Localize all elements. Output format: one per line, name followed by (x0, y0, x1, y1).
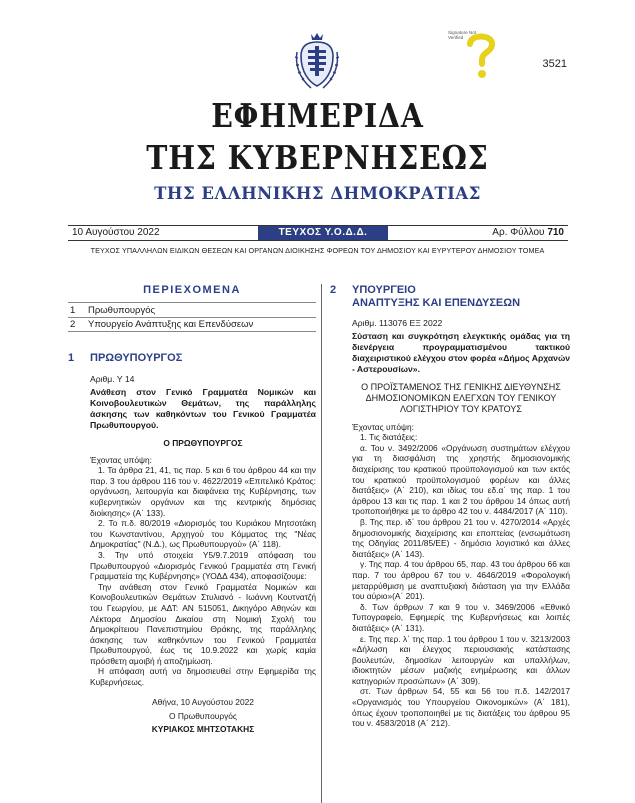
issue-date: 10 Αυγούστου 2022 (72, 227, 160, 238)
signature-status (448, 30, 508, 41)
paragraph: 2. Το π.δ. 80/2019 «Διορισμός του Κυριάκου Μητσοτάκη του Κωνσταντίνου, Αρχηγού του Κόμματος της "Νέας Δημοκρατίας" (Ν.Δ.), ως Πρωθυπουργού» (Α΄ 118). (90, 518, 316, 550)
signature-status-line: Signature Not (448, 30, 477, 35)
decision-authority: Ο ΠΡΩΘΥΠΟΥΡΓΟΣ (163, 438, 243, 448)
series-description: ΤΕΥΧΟΣ ΥΠΑΛΛΗΛΩΝ ΕΙΔΙΚΩΝ ΘΕΣΕΩΝ ΚΑΙ ΟΡΓΑΝΩΝ ΔΙΟΙΚΗΣΗΣ ΦΟΡΕΩΝ ΤΟΥ ΔΗΜΟΣΙΟΥ ΚΑΙ ΕΥΡΥΤΕΡΟΥ ΔΗΜΟΣΙΟΥ ΤΟΜΕΑ (90, 246, 545, 255)
sheet-value: 710 (547, 227, 564, 238)
signatory-name: ΚΥΡΙΑΚΟΣ ΜΗΤΣΟΤΑΚΗΣ (151, 723, 255, 734)
place-date: Αθήνα, 10 Αυγούστου 2022 (152, 696, 254, 707)
decision-body (330, 318, 570, 729)
toc-item-number: 1 (70, 304, 76, 316)
signatory-title: Ο Πρωθυπουργός (169, 711, 237, 722)
table-of-contents (68, 302, 316, 332)
page-number: 3521 (542, 58, 567, 70)
decision-ref: Αριθμ. Υ 14 (90, 374, 135, 384)
paragraph: ε. Της περ. λ΄ της παρ. 1 του άρθρου 1 του ν. 3213/2003 «Δήλωση και έλεγχος περιουσιακής κατάστασης βουλευτών, δημοσίων λειτουργών και υπαλλήλων, ιδιοκτητών μέσων μαζικής ενημέρωσης και άλλων κατηγοριών προσώπων» (Α΄ 309). (352, 633, 570, 686)
sheet-number (492, 227, 564, 238)
paragraph: Την ανάθεση στον Γενικό Γραμματέα Νομικών και Κοινοβουλευτικών Θεμάτων Στυλιανό - Ιωάννη Κουτνατζή του Γεωργίου, με ΑΔΤ: ΑΝ 515051, Δικηγόρο Αθηνών και Λέκτορα Δημοσίου Δικαίου στη Νομική Σχολή του Δημοκρίτειου Πανεπιστημίου Θράκης, της παράλληλης άσκησης των καθηκόντων του Γενικού Γραμματέα Πρωθυπουργού, έως τις 10.9.2022 και χωρίς καμία πρόσθετη αμοιβή ή αποζημίωση. (90, 581, 316, 666)
decision-subject: Σύσταση και συγκρότηση ελεγκτικής ομάδας για τη διενέργεια προγραμματισμένου τακτικού διαχειριστικού ελέγχου στον φορέα «Δήμος Αρχανών - Αστερουσίων». (352, 331, 570, 374)
right-column (330, 284, 570, 729)
greek-emblem-icon (291, 28, 343, 92)
left-column (68, 284, 316, 734)
toc-item[interactable] (68, 302, 316, 317)
paragraph: 1. Τα άρθρα 21, 41, τις παρ. 5 και 6 του άρθρου 44 και την παρ. 3 του άρθρου 116 του ν. 4622/2019 «Επιτελικό Κράτος: οργάνωση, λειτουργία και διαφάνεια της Κυβέρνησης, των κυβερνητικών οργάνων και της κεντρικής δημόσιας διοίκησης» (Α΄ 133). (90, 465, 316, 518)
paragraph: α. Του ν. 3492/2006 «Οργάνωση συστημάτων ελέγχου για τη διασφάλιση της χρηστής δημοσιονομικής διαχείρισης του κρατικού προϋπολογισμού και των εκτός του κρατικού προϋπολογισμού φορέων και άλλες διατάξεις» (Α΄ 210), και ιδίως του εδ.α΄ της παρ. 1 του άρθρου 13 και τις παρ. 1 και 2 του άρθρου 14 όπως αυτή τροποποιήθηκε με το άρθρο 42 του ν. 4484/2017 (Α΄ 110). (352, 442, 570, 517)
section-heading (330, 284, 570, 310)
paragraph: 1. Τις διατάξεις: (360, 432, 418, 443)
column-divider (321, 284, 322, 803)
decision-ref: Αριθμ. 113076 ΕΞ 2022 (352, 318, 443, 328)
section-title: ΠΡΩΘΥΠΟΥΡΓΟΣ (90, 352, 183, 364)
decision-subject: Ανάθεση στον Γενικό Γραμματέα Νομικών και Κοινοβουλευτικών Θεμάτων, της παράλληλης άσκησης των καθηκόντων του Γενικού Γραμματέα Πρωθυπουργού. (90, 387, 316, 430)
toc-title: ΠΕΡΙΕΧΟΜΕΝΑ (143, 284, 241, 296)
having-regard: Έχοντας υπόψη: (90, 454, 152, 465)
decision-authority: Ο ΠΡΟΪΣΤΑΜΕΝΟΣ ΤΗΣ ΓΕΝΙΚΗΣ ΔΙΕΥΘΥΝΣΗΣ ΔΗΜΟΣΙΟΝΟΜΙΚΩΝ ΕΛΕΓΧΩΝ ΤΟΥ ΓΕΝΙΚΟΥ ΛΟΓΙΣΤΗΡΙΟΥ ΤΟΥ ΚΡΑΤΟΥΣ (361, 381, 561, 414)
toc-item[interactable] (68, 317, 316, 332)
signature-status-line: Verified (448, 35, 464, 41)
toc-item-label: Υπουργείο Ανάπτυξης και Επενδύσεων (88, 319, 254, 330)
toc-item-number: 2 (70, 319, 76, 330)
toc-item-label: Πρωθυπουργός (88, 304, 156, 316)
issue-bar (68, 225, 568, 241)
section-heading (68, 352, 316, 365)
paragraph: γ. Της παρ. 4 του άρθρου 65, παρ. 43 του άρθρου 66 και παρ. 7 του άρθρου 67 του ν. 4646/2019 «Φορολογική μεταρρύθμιση με αναπτυξιακή διάσταση για την Ελλάδα του αύριο»(Α΄ 201). (352, 559, 570, 602)
issue-series-badge: ΤΕΥΧΟΣ Υ.Ο.Δ.Δ. (258, 226, 388, 240)
masthead-title: ΕΦΗΜΕΡΙΔΑ (211, 96, 424, 135)
having-regard: Έχοντας υπόψη: (352, 421, 414, 432)
masthead-republic: ΤΗΣ ΕΛΛΗΝΙΚΗΣ ΔΗΜΟΚΡΑΤΙΑΣ (154, 184, 481, 203)
paragraph: 3. Την υπό στοιχεία Υ5/9.7.2019 απόφαση του Πρωθυπουργού «Διορισμός Γενικού Γραμματέα στη Γενική Γραμματεία της Κυβέρνησης» (ΥΟΔΔ 434), αποφασίζουμε: (90, 549, 316, 582)
section-number: 2 (330, 284, 337, 296)
sheet-label: Αρ. Φύλλου (492, 227, 545, 238)
paragraph: δ. Των άρθρων 7 και 9 του ν. 3469/2006 «Εθνικό Τυπογραφείο, Εφημερίς της Κυβερνήσεως και λοιπές διατάξεις» (Α΄ 131). (352, 601, 570, 633)
section-title-line: ΥΠΟΥΡΓΕΙΟ (352, 284, 416, 296)
decision-body (68, 374, 316, 734)
paragraph: Η απόφαση αυτή να δημοσιευθεί στην Εφημερίδα της Κυβερνήσεως. (90, 666, 316, 688)
section-title (352, 284, 570, 310)
paragraph: στ. Των άρθρων 54, 55 και 56 του π.δ. 142/2017 «Οργανισμός του Υπουργείου Οικονομικών» (Α΄ 181), όπως έχουν τροποποιηθεί με τις διατάξεις του άρθρου 95 του ν. 4583/2018 (Α΄ 212). (352, 686, 570, 729)
paragraph: β. Της περ. ιδ΄ του άρθρου 21 του ν. 4270/2014 «Αρχές δημοσιονομικής διαχείρισης και εποπτείας (ενσωμάτωση της Οδηγίας 2011/85/ΕΕ) - δημόσιο λογιστικό και άλλες διατάξεις» (Α΄ 143). (352, 516, 570, 559)
section-title-line: ΑΝΑΠΤΥΞΗΣ ΚΑΙ ΕΠΕΝΔΥΣΕΩΝ (352, 297, 521, 309)
masthead-subtitle: ΤΗΣ ΚΥΒΕΡΝΗΣΕΩΣ (146, 138, 489, 177)
section-number: 1 (68, 352, 75, 364)
